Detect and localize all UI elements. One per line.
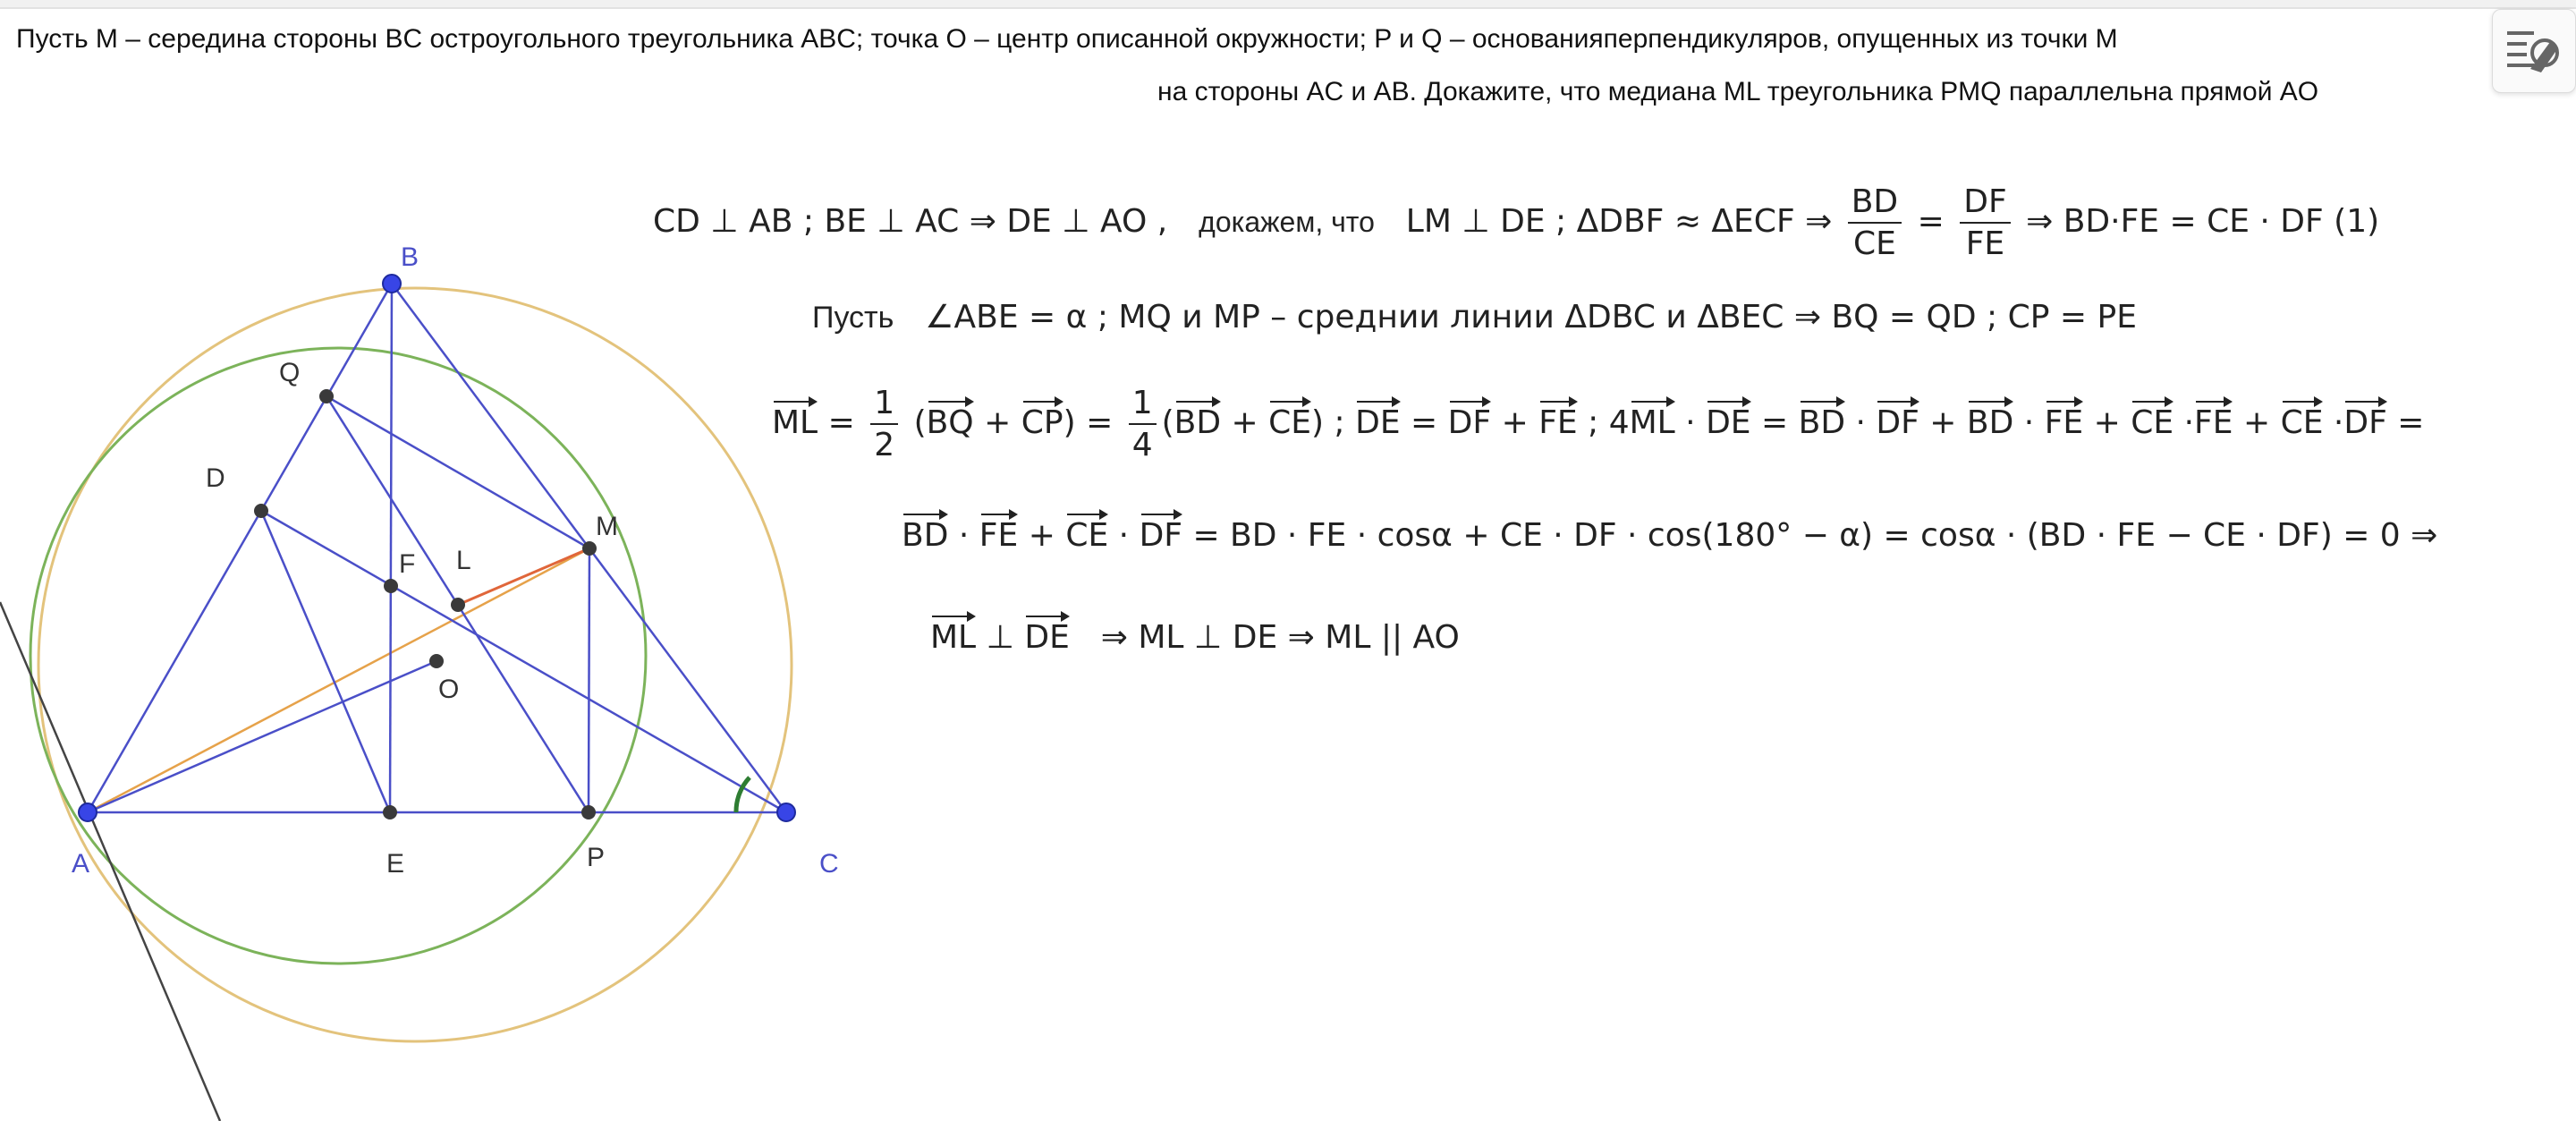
geometry-diagram bbox=[0, 0, 894, 1121]
point-Q[interactable] bbox=[319, 389, 334, 403]
problem-statement-line-1: Пусть M – середина стороны BC остроугольного треугольника ABC; точка O – центр описанной окружности; P и Q – основанияперпендикуляров, опущенных из точки M bbox=[16, 24, 2118, 54]
altitude-BE bbox=[390, 284, 392, 812]
vector-DE-r5: DE bbox=[1024, 610, 1069, 656]
vector-DF-3: DF bbox=[2343, 395, 2386, 441]
proof-line-5: ML ⊥ DE ⇒ ML ⊥ DE ⇒ ML || AO bbox=[930, 610, 1460, 656]
point-B[interactable] bbox=[383, 275, 401, 293]
label-A: A bbox=[72, 849, 90, 879]
vector-FE-2: FE bbox=[2045, 395, 2083, 441]
label-C: C bbox=[819, 849, 839, 879]
vector-CE-3: CE bbox=[2281, 395, 2324, 441]
vector-FE-3: FE bbox=[2194, 395, 2233, 441]
label-F: F bbox=[399, 549, 416, 579]
proof-r1-part-d: ⇒ BD·FE = CE · DF (1) bbox=[2026, 203, 2380, 240]
proof-line-4: BD · FE + CE · DF = BD · FE · cosα + CE · DF · cos(180° − α) = cosα · (BD · FE − CE · DF) = 0 ⇒ bbox=[902, 508, 2437, 554]
label-E: E bbox=[386, 849, 405, 879]
segment-QM bbox=[326, 396, 589, 548]
problem-statement-line-2: на стороны AC и AB. Докажите, что медиана ML треугольника PMQ параллельна прямой AO bbox=[1157, 77, 2319, 106]
point-F[interactable] bbox=[384, 579, 398, 593]
vector-BD-2: BD bbox=[1799, 395, 1845, 441]
point-O[interactable] bbox=[429, 654, 444, 668]
median-ML bbox=[458, 548, 589, 605]
vector-BD: BD bbox=[1174, 395, 1221, 441]
point-M[interactable] bbox=[582, 541, 597, 556]
vector-FE: FE bbox=[1538, 395, 1577, 441]
main-menu-button[interactable] bbox=[2492, 9, 2576, 93]
menu-icon bbox=[2507, 26, 2563, 76]
vector-CE: CE bbox=[1268, 395, 1311, 441]
segment-DE bbox=[261, 511, 390, 812]
vector-ML: ML bbox=[772, 395, 818, 441]
vector-DE-2: DE bbox=[1706, 395, 1750, 441]
label-B: B bbox=[401, 242, 419, 272]
proof-r2-part-a: Пусть bbox=[812, 301, 894, 335]
point-E[interactable] bbox=[383, 805, 397, 820]
label-D: D bbox=[206, 463, 225, 493]
proof-line-1 bbox=[653, 183, 2379, 262]
label-M: M bbox=[596, 512, 618, 541]
point-A[interactable] bbox=[79, 803, 97, 821]
circumcircle bbox=[38, 288, 792, 1041]
vector-CE-2: CE bbox=[2131, 395, 2174, 441]
label-L: L bbox=[456, 546, 471, 575]
vector-DF: DF bbox=[1448, 395, 1491, 441]
fraction-BD-CE: $\frac{BD}{CE}$ bbox=[1848, 183, 1902, 262]
proof-line-3: ML = $\frac{1}{2}$ (BQ + CP) = $\frac{1}{4}$ (BD + CE) ; DE = DF + FE ; 4ML · DE = BD · DF + BD · FE + CE ·FE + CE ·DF = bbox=[772, 385, 2425, 463]
vector-ML-r5: ML bbox=[930, 610, 976, 656]
proof-r1-part-c: LM ⊥ DE ; ΔDBF ≈ ΔECF ⇒ bbox=[1405, 203, 1833, 240]
label-O: O bbox=[438, 675, 460, 704]
equals-sign: = bbox=[1917, 203, 1945, 240]
vector-DE: DE bbox=[1355, 395, 1400, 441]
angle-mark-C bbox=[736, 777, 750, 812]
vector-BQ: BQ bbox=[927, 395, 974, 441]
proof-r1-part-b: докажем, что bbox=[1199, 206, 1375, 238]
label-Q: Q bbox=[279, 358, 301, 387]
fraction-DF-FE: $\frac{DF}{FE}$ bbox=[1960, 183, 2010, 262]
fraction-one-quarter: $\frac{1}{4}$ bbox=[1129, 385, 1157, 463]
proof-r4-rest: = BD · FE · cosα + CE · DF · cos(180° − α) = cosα · (BD · FE − CE · DF) = 0 ⇒ bbox=[1192, 517, 2438, 554]
point-P[interactable] bbox=[581, 805, 596, 820]
tangent-line bbox=[0, 602, 220, 1121]
proof-r5-rest: ⇒ ML ⊥ DE ⇒ ML || AO bbox=[1100, 619, 1460, 656]
proof-line-2 bbox=[812, 299, 2137, 335]
point-D[interactable] bbox=[254, 504, 268, 518]
vector-CE-r4: CE bbox=[1065, 508, 1108, 554]
point-L[interactable] bbox=[451, 598, 465, 612]
proof-r1-part-a: CD ⊥ AB ; BE ⊥ AC ⇒ DE ⊥ AO , bbox=[653, 203, 1168, 240]
altitude-CD bbox=[261, 511, 786, 812]
nine-point-circle bbox=[30, 348, 646, 964]
segment-AO bbox=[88, 661, 436, 812]
point-C[interactable] bbox=[777, 803, 795, 821]
proof-r2-part-b: ∠ABE = α ; MQ и MP – среднии линии ΔDBC и ΔBEC ⇒ BQ = QD ; CP = PE bbox=[925, 299, 2137, 335]
vector-BD-3: BD bbox=[1967, 395, 2013, 441]
label-P: P bbox=[587, 843, 606, 872]
vector-DF-r4: DF bbox=[1140, 508, 1182, 554]
fraction-one-half: $\frac{1}{2}$ bbox=[870, 385, 898, 463]
vector-ML-2: ML bbox=[1630, 395, 1675, 441]
vector-DF-2: DF bbox=[1876, 395, 1919, 441]
vector-BD-r4: BD bbox=[902, 508, 948, 554]
vector-FE-r4: FE bbox=[979, 508, 1018, 554]
vector-CP: CP bbox=[1021, 395, 1063, 441]
